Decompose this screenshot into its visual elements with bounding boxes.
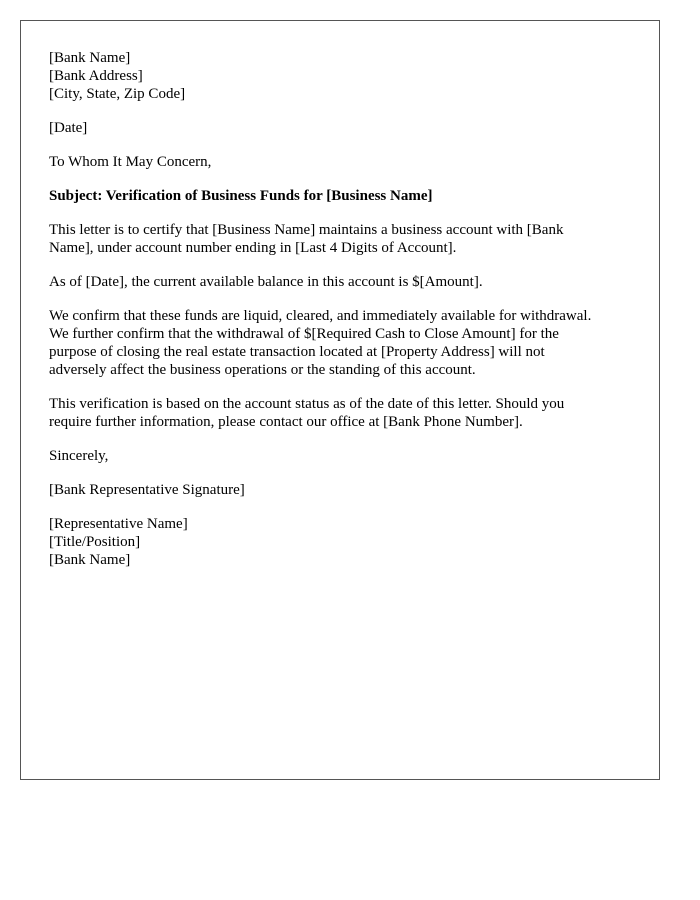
letter-date	[49, 119, 634, 137]
representative-bank-name: [Bank Name]	[49, 552, 131, 568]
signature	[49, 481, 634, 499]
letter-content	[49, 49, 634, 585]
paragraph-line: require further information, please contact our office at [Bank Phone Number].	[49, 414, 523, 430]
paragraph-line: This letter is to certify that [Business Name] maintains a business account with [Bank	[49, 222, 564, 238]
paragraph-verification	[49, 395, 634, 431]
closing	[49, 447, 634, 465]
signatory-block	[49, 515, 634, 569]
representative-title: [Title/Position]	[49, 534, 141, 550]
subject-text: Subject: Verification of Business Funds for [Business Name]	[49, 188, 433, 204]
paragraph-balance	[49, 273, 634, 291]
paragraph-line: Name], under account number ending in [Last 4 Digits of Account].	[49, 240, 457, 256]
signature-placeholder: [Bank Representative Signature]	[49, 482, 245, 498]
bank-header	[49, 49, 634, 103]
paragraph-line: purpose of closing the real estate transaction located at [Property Address] will not	[49, 344, 545, 360]
closing-text: Sincerely,	[49, 448, 109, 464]
representative-name: [Representative Name]	[49, 516, 188, 532]
paragraph-line: We further confirm that the withdrawal of $[Required Cash to Close Amount] for the	[49, 326, 559, 342]
city-state-zip: [City, State, Zip Code]	[49, 86, 186, 102]
paragraph-confirmation	[49, 307, 634, 379]
bank-address: [Bank Address]	[49, 68, 143, 84]
paragraph-certification	[49, 221, 634, 257]
subject-line	[49, 187, 634, 205]
date-text: [Date]	[49, 120, 88, 136]
paragraph-line: As of [Date], the current available balance in this account is $[Amount].	[49, 274, 483, 290]
letter-page	[20, 20, 660, 780]
salutation	[49, 153, 634, 171]
paragraph-line: adversely affect the business operations or the standing of this account.	[49, 362, 476, 378]
paragraph-line: We confirm that these funds are liquid, cleared, and immediately available for withdrawal.	[49, 308, 592, 324]
paragraph-line: This verification is based on the account status as of the date of this letter. Should you	[49, 396, 565, 412]
salutation-text: To Whom It May Concern,	[49, 154, 212, 170]
bank-name: [Bank Name]	[49, 50, 131, 66]
